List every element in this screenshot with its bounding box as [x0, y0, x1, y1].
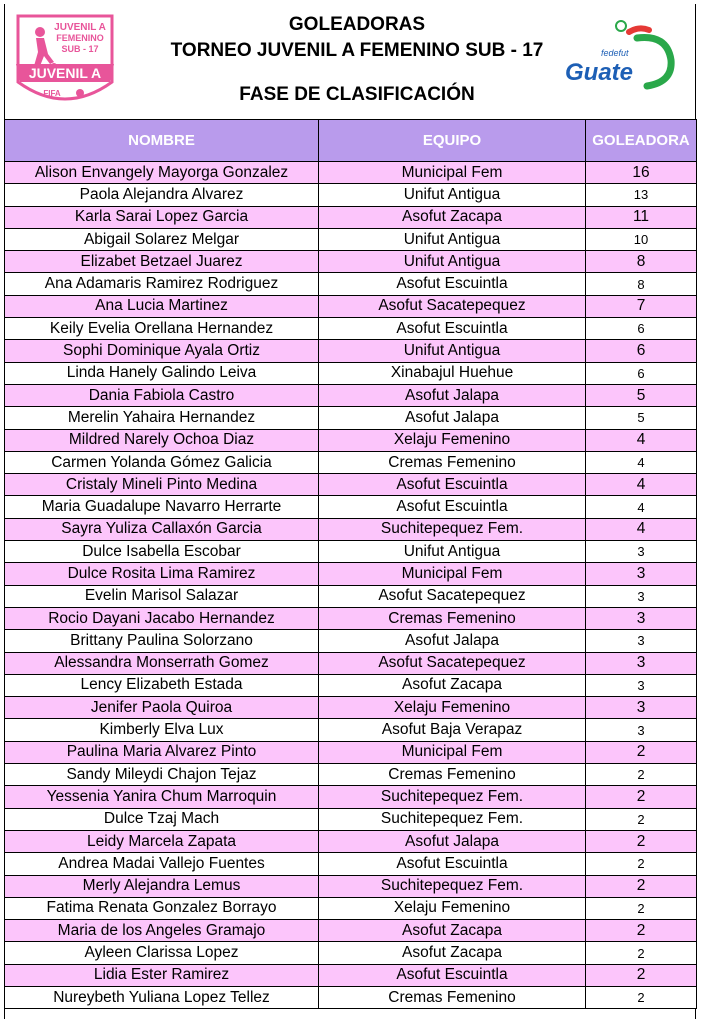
goals-cell: 2 — [586, 830, 697, 852]
logo-fifa: FIFA — [43, 89, 61, 98]
player-name-cell: Sophi Dominique Ayala Ortiz — [5, 340, 319, 362]
player-name-cell: Sandy Mileydi Chajon Tejaz — [5, 764, 319, 786]
goals-cell: 2 — [586, 875, 697, 897]
goals-cell: 11 — [586, 206, 697, 228]
fedefut-guate-logo-icon — [559, 16, 679, 94]
player-name-cell: Andrea Madai Vallejo Fuentes — [5, 853, 319, 875]
team-cell: Unifut Antigua — [319, 541, 586, 563]
column-header-goals: GOLEADORA — [586, 120, 697, 162]
goals-cell: 3 — [586, 630, 697, 652]
team-cell: Asofut Escuintla — [319, 273, 586, 295]
table-row — [5, 986, 697, 1008]
player-name-cell: Dulce Isabella Escobar — [5, 541, 319, 563]
player-name-cell: Elizabet Betzael Juarez — [5, 251, 319, 273]
column-header-name: NOMBRE — [5, 120, 319, 162]
team-cell: Xelaju Femenino — [319, 697, 586, 719]
player-name-cell: Carmen Yolanda Gómez Galicia — [5, 451, 319, 473]
player-name-cell: Merly Alejandra Lemus — [5, 875, 319, 897]
table-row — [5, 942, 697, 964]
goals-cell: 3 — [586, 697, 697, 719]
logo-banner: JUVENIL A — [28, 65, 102, 81]
table-row — [5, 295, 697, 317]
goals-cell: 4 — [586, 496, 697, 518]
logo-line2: FEMENINO — [56, 33, 104, 43]
player-name-cell: Merelin Yahaira Hernandez — [5, 407, 319, 429]
table-row — [5, 206, 697, 228]
goals-cell: 3 — [586, 607, 697, 629]
player-name-cell: Kimberly Elva Lux — [5, 719, 319, 741]
table-row — [5, 652, 697, 674]
player-name-cell: Fatima Renata Gonzalez Borrayo — [5, 897, 319, 919]
header — [4, 4, 696, 118]
team-cell: Unifut Antigua — [319, 184, 586, 206]
table-row — [5, 162, 697, 184]
goals-cell: 3 — [586, 541, 697, 563]
table-row — [5, 496, 697, 518]
team-cell: Asofut Sacatepequez — [319, 295, 586, 317]
goals-cell: 6 — [586, 362, 697, 384]
goals-cell: 4 — [586, 451, 697, 473]
team-cell: Suchitepequez Fem. — [319, 808, 586, 830]
goals-cell: 2 — [586, 741, 697, 763]
table-row — [5, 384, 697, 406]
team-cell: Asofut Zacapa — [319, 206, 586, 228]
player-name-cell: Maria Guadalupe Navarro Herrarte — [5, 496, 319, 518]
team-cell: Unifut Antigua — [319, 228, 586, 250]
goals-cell: 4 — [586, 518, 697, 540]
team-cell: Suchitepequez Fem. — [319, 786, 586, 808]
team-cell: Municipal Fem — [319, 563, 586, 585]
player-name-cell: Alessandra Monserrath Gomez — [5, 652, 319, 674]
player-name-cell: Maria de los Angeles Gramajo — [5, 920, 319, 942]
player-name-cell: Karla Sarai Lopez Garcia — [5, 206, 319, 228]
goals-cell: 2 — [586, 786, 697, 808]
table-row — [5, 897, 697, 919]
goals-cell: 3 — [586, 719, 697, 741]
table-row — [5, 630, 697, 652]
goals-cell: 3 — [586, 585, 697, 607]
table-row — [5, 407, 697, 429]
logo-guate-big: Guate — [565, 59, 634, 86]
table-row — [5, 228, 697, 250]
table-row — [5, 318, 697, 340]
player-name-cell: Ayleen Clarissa Lopez — [5, 942, 319, 964]
team-cell: Asofut Zacapa — [319, 674, 586, 696]
team-cell: Cremas Femenino — [319, 986, 586, 1008]
goals-cell: 2 — [586, 764, 697, 786]
team-cell: Asofut Jalapa — [319, 384, 586, 406]
team-cell: Suchitepequez Fem. — [319, 875, 586, 897]
team-cell: Suchitepequez Fem. — [319, 518, 586, 540]
team-cell: Asofut Escuintla — [319, 964, 586, 986]
table-row — [5, 585, 697, 607]
table-row — [5, 920, 697, 942]
team-cell: Asofut Escuintla — [319, 496, 586, 518]
table-row — [5, 808, 697, 830]
table-row — [5, 741, 697, 763]
team-cell: Asofut Jalapa — [319, 407, 586, 429]
table-row — [5, 786, 697, 808]
player-name-cell: Sayra Yuliza Callaxón Garcia — [5, 518, 319, 540]
goals-cell: 3 — [586, 652, 697, 674]
team-cell: Asofut Escuintla — [319, 318, 586, 340]
table-row — [5, 429, 697, 451]
player-name-cell: Nureybeth Yuliana Lopez Tellez — [5, 986, 319, 1008]
goals-cell: 2 — [586, 986, 697, 1008]
table-body — [5, 162, 697, 1009]
team-cell: Cremas Femenino — [319, 764, 586, 786]
goals-cell: 6 — [586, 340, 697, 362]
goals-cell: 2 — [586, 853, 697, 875]
goals-cell: 13 — [586, 184, 697, 206]
team-cell: Cremas Femenino — [319, 607, 586, 629]
table-row — [5, 719, 697, 741]
goals-cell: 2 — [586, 920, 697, 942]
goals-cell: 5 — [586, 384, 697, 406]
player-name-cell: Evelin Marisol Salazar — [5, 585, 319, 607]
goals-cell: 10 — [586, 228, 697, 250]
player-name-cell: Leidy Marcela Zapata — [5, 830, 319, 852]
table-row — [5, 474, 697, 496]
team-cell: Asofut Sacatepequez — [319, 585, 586, 607]
table-row — [5, 697, 697, 719]
table-row — [5, 875, 697, 897]
team-cell: Asofut Jalapa — [319, 630, 586, 652]
team-cell: Unifut Antigua — [319, 340, 586, 362]
player-name-cell: Lidia Ester Ramirez — [5, 964, 319, 986]
table-row — [5, 830, 697, 852]
player-name-cell: Rocio Dayani Jacabo Hernandez — [5, 607, 319, 629]
goals-cell: 7 — [586, 295, 697, 317]
table-row — [5, 607, 697, 629]
player-name-cell: Keily Evelia Orellana Hernandez — [5, 318, 319, 340]
goals-cell: 4 — [586, 474, 697, 496]
logo-line3: SUB - 17 — [61, 44, 99, 54]
goals-cell: 16 — [586, 162, 697, 184]
goals-cell: 6 — [586, 318, 697, 340]
goals-cell: 8 — [586, 273, 697, 295]
player-name-cell: Linda Hanely Galindo Leiva — [5, 362, 319, 384]
team-cell: Xelaju Femenino — [319, 429, 586, 451]
team-cell: Asofut Escuintla — [319, 853, 586, 875]
team-cell: Municipal Fem — [319, 162, 586, 184]
logo-line1: JUVENIL A — [54, 22, 106, 33]
goals-cell: 3 — [586, 563, 697, 585]
table-row — [5, 273, 697, 295]
goals-cell: 2 — [586, 897, 697, 919]
team-cell: Asofut Sacatepequez — [319, 652, 586, 674]
table-row — [5, 674, 697, 696]
team-cell: Municipal Fem — [319, 741, 586, 763]
player-name-cell: Ana Lucia Martinez — [5, 295, 319, 317]
player-name-cell: Paola Alejandra Alvarez — [5, 184, 319, 206]
team-cell: Xinabajul Huehue — [319, 362, 586, 384]
column-header-team: EQUIPO — [319, 120, 586, 162]
team-cell: Asofut Zacapa — [319, 942, 586, 964]
tournament-title: TORNEO JUVENIL A FEMENINO SUB - 17 — [170, 40, 544, 61]
goals-cell: 3 — [586, 674, 697, 696]
team-cell: Asofut Baja Verapaz — [319, 719, 586, 741]
table-row — [5, 764, 697, 786]
table-row — [5, 518, 697, 540]
player-name-cell: Ana Adamaris Ramirez Rodriguez — [5, 273, 319, 295]
table-row — [5, 251, 697, 273]
goals-cell: 2 — [586, 808, 697, 830]
player-name-cell: Mildred Narely Ochoa Diaz — [5, 429, 319, 451]
goals-cell: 2 — [586, 964, 697, 986]
table-row — [5, 362, 697, 384]
team-cell: Asofut Jalapa — [319, 830, 586, 852]
goals-cell: 4 — [586, 429, 697, 451]
player-name-cell: Alison Envangely Mayorga Gonzalez — [5, 162, 319, 184]
player-name-cell: Dulce Rosita Lima Ramirez — [5, 563, 319, 585]
team-cell: Cremas Femenino — [319, 451, 586, 473]
player-name-cell: Dania Fabiola Castro — [5, 384, 319, 406]
player-name-cell: Paulina Maria Alvarez Pinto — [5, 741, 319, 763]
table-row — [5, 853, 697, 875]
team-cell: Asofut Escuintla — [319, 474, 586, 496]
table-row — [5, 541, 697, 563]
player-name-cell: Lency Elizabeth Estada — [5, 674, 319, 696]
player-name-cell: Brittany Paulina Solorzano — [5, 630, 319, 652]
goals-cell: 8 — [586, 251, 697, 273]
scorers-table — [4, 119, 697, 1009]
goals-cell: 5 — [586, 407, 697, 429]
goals-cell: 2 — [586, 942, 697, 964]
page-title: GOLEADORAS — [288, 14, 426, 35]
table-row — [5, 184, 697, 206]
table-row — [5, 964, 697, 986]
table-header-row — [5, 120, 697, 162]
table-row — [5, 563, 697, 585]
team-cell: Unifut Antigua — [319, 251, 586, 273]
player-name-cell: Dulce Tzaj Mach — [5, 808, 319, 830]
team-cell: Xelaju Femenino — [319, 897, 586, 919]
player-name-cell: Abigail Solarez Melgar — [5, 228, 319, 250]
table-row — [5, 340, 697, 362]
phase-title: FASE DE CLASIFICACIÓN — [239, 84, 475, 105]
player-name-cell: Cristaly Mineli Pinto Medina — [5, 474, 319, 496]
player-name-cell: Yessenia Yanira Chum Marroquin — [5, 786, 319, 808]
player-name-cell: Jenifer Paola Quiroa — [5, 697, 319, 719]
table-row — [5, 451, 697, 473]
logo-fedefut-small: fedefut — [601, 48, 629, 58]
team-cell: Asofut Zacapa — [319, 920, 586, 942]
